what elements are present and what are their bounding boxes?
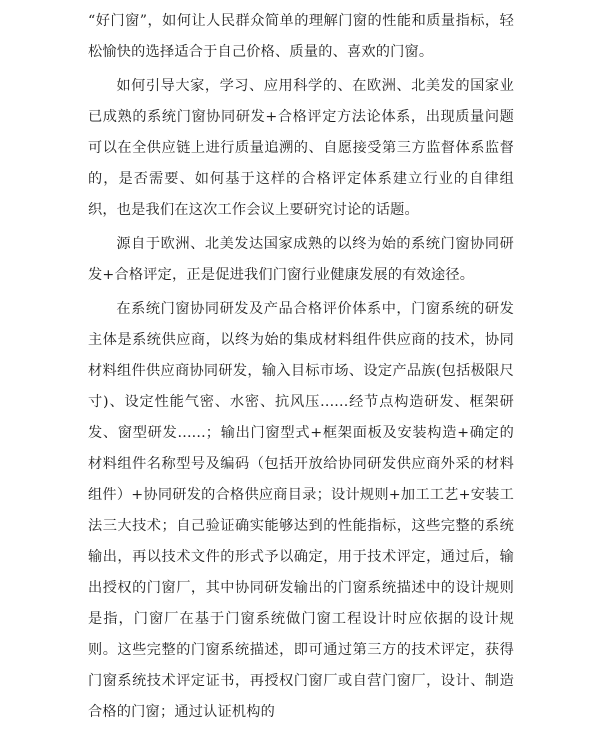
paragraph-1: “好门窗”，如何让人民群众简单的理解门窗的性能和质量指标，轻松愉快的选择适合于自己价格、质量的、喜欢的门窗。 [88, 13, 514, 60]
paragraph-3: 源自于欧洲、北美发达国家成熟的以终为始的系统门窗协同研发+合格评定，正是促进我们门窗行业健康发展的有效途径。 [88, 236, 514, 283]
paragraph-4: 在系统门窗协同研发及产品合格评价体系中，门窗系统的研发主体是系统供应商，以终为始的集成材料组件供应商的技术，协同材料组件供应商协同研发，输入目标市场、设定产品族(包括极限尺寸)、设定性能气密、水密、抗风压......经节点构造研发、框架研发、窗型研发......；输出门窗型式+框架面板及安装构造+确定的材料组件名称型号及编码（包括开放给协同研发供应商外采的材料组件）+协同研发的合格供应商目录；设计规则+加工工艺+安装工法三大技术；自己验证确实能够达到的性能指标，这些完整的系统输出，再以技术文件的形式予以确定，用于技术评定，通过后，输出授权的门窗厂，其中协同研发输出的门窗系统描述中的设计规则是指，门窗厂在基于门窗系统做门窗工程设计时应依据的设计规则。这些完整的门窗系统描述，即可通过第三方的技术评定，获得门窗系统技术评定证书，再授权门窗厂或自营门窗厂，设计、制造合格的门窗；通过认证机构的 [88, 301, 514, 720]
paragraph-2: 如何引导大家，学习、应用科学的、在欧洲、北美发的国家业已成熟的系统门窗协同研发+合格评定方法论体系，出现质量问题可以在全供应链上进行质量追溯的、自愿接受第三方监督体系监督的，是否需要、如何基于这样的合格评定体系建立行业的自律组织，也是我们在这次工作会议上要研究讨论的话题。 [88, 78, 514, 218]
